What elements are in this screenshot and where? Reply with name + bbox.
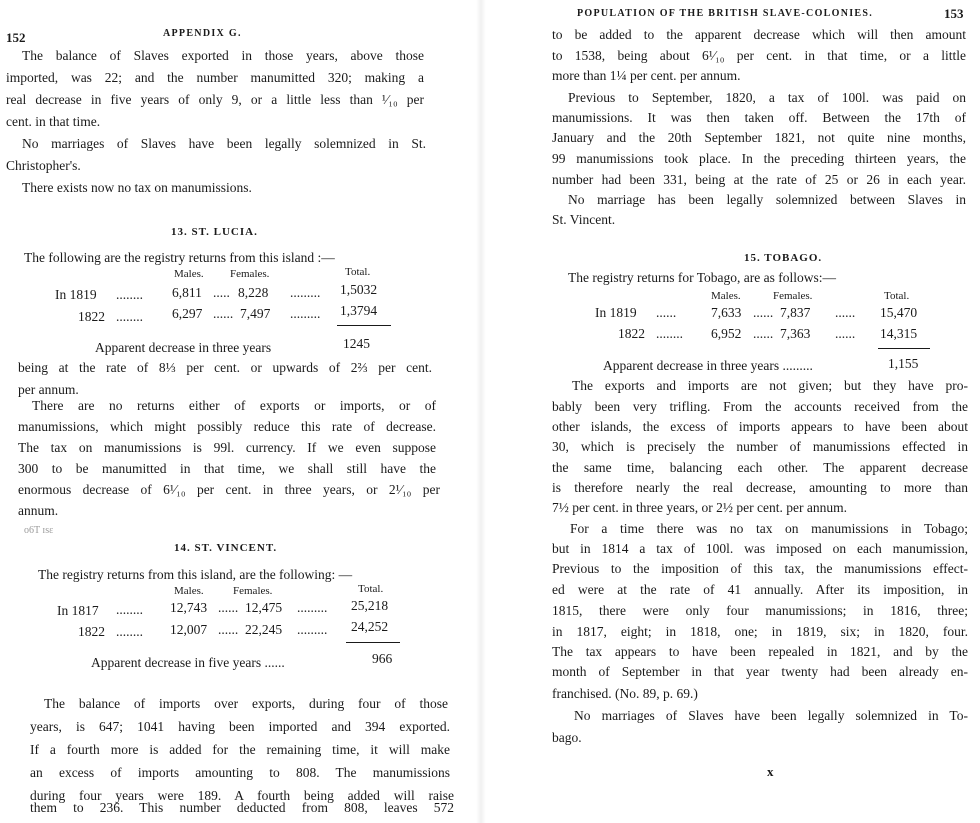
st-vincent-intro: The registry returns from this island, are the following: — xyxy=(38,567,353,582)
sept-line-3: January and the 20th September 1821, not quite nine months, xyxy=(552,130,966,145)
st-lucia-returns-line-6: annum. xyxy=(18,503,59,518)
st-vincent-decrease-label: Apparent decrease in five years ...... xyxy=(91,655,285,670)
tobago-row-2-dots2: ...... xyxy=(835,326,856,341)
st-lucia-row-2-prefix: 1822 xyxy=(78,309,105,324)
balance-line-5: during four years were 189. A fourth being added will raise xyxy=(30,788,454,803)
intro-line-4: cent. in that time. xyxy=(6,114,101,129)
tobago-marriage-line-2: bago. xyxy=(552,730,582,745)
sept-line-1: Previous to September, 1820, a tax of 100l. was paid on xyxy=(568,90,966,105)
st-vincent-row-1-sep: ...... xyxy=(218,600,239,615)
signature-mark: x xyxy=(767,764,774,779)
tobago-row-2-dots: ........ xyxy=(656,326,683,341)
balance-line-6: them to 236. This number deducted from 808, leaves 572 xyxy=(30,800,454,815)
st-lucia-decrease-value: 1245 xyxy=(343,336,370,351)
st-vincent-row-2-prefix: 1822 xyxy=(78,624,105,639)
balance-line-4: an excess of imports amounting to 808. The manumissions xyxy=(30,765,450,780)
exports-line-2: bably been very trifling. From the accounts received from the xyxy=(552,399,968,414)
st-vincent-col-females: Females. xyxy=(233,585,273,597)
st-lucia-intro: The following are the registry returns from this island :— xyxy=(24,250,335,265)
st-vincent-row-1-dots: ........ xyxy=(116,602,143,617)
exports-line-3: other islands, the excess of imports appears to have been about xyxy=(552,419,968,434)
right-page-number: 153 xyxy=(944,6,964,21)
fortime-line-7: The tax appears to have been repealed in 1821, and by the xyxy=(552,644,968,659)
exports-line-5: the same time, balancing each other. The apparent decrease xyxy=(552,460,968,475)
tobago-row-2-males: 6,952 xyxy=(711,326,742,341)
st-lucia-returns-line-1: There are no returns either of exports or imports, or of xyxy=(32,398,436,413)
st-vincent-row-1-males: 12,743 xyxy=(170,600,208,615)
st-lucia-returns-line-3: The tax on manumissions is 99l. currency. If we even suppose xyxy=(18,440,436,455)
sept-line-5: number had been 331, being at the rate of 25 or 26 in each year. xyxy=(552,172,966,187)
st-lucia-row-2-dots2: ......... xyxy=(290,306,321,321)
marriage-line-1: No marriages of Slaves have been legally solemnized in St. xyxy=(22,136,426,151)
sept-line-2: manumissions. It was then taken off. Between the 17th of xyxy=(552,110,966,125)
book-gutter xyxy=(476,0,486,823)
st-lucia-col-males: Males. xyxy=(174,268,204,280)
st-lucia-row-2-total: 1,3794 xyxy=(340,303,378,318)
tobago-row-2-sep: ...... xyxy=(753,326,774,341)
st-lucia-total-rule xyxy=(337,325,391,326)
st-vincent-row-2-dots2: ......... xyxy=(297,622,328,637)
exports-line-4: 30, which is precisely the number of manumissions effected in xyxy=(552,439,968,454)
balance-line-1: The balance of imports over exports, during four of those xyxy=(44,696,448,711)
left-running-head: APPENDIX G. xyxy=(163,28,242,39)
st-lucia-row-1-males: 6,811 xyxy=(172,285,202,300)
vincent-marriage-line-2: St. Vincent. xyxy=(552,212,616,227)
tobago-intro: The registry returns for Tobago, are as follows:— xyxy=(568,270,836,285)
tobago-row-2-total: 14,315 xyxy=(880,326,918,341)
tobago-row-2-females: 7,363 xyxy=(780,326,811,341)
st-vincent-row-1-females: 12,475 xyxy=(245,600,283,615)
fortime-line-1: For a time there was no tax on manumissions in Tobago; xyxy=(570,521,968,536)
exports-line-6: is therefore nearly the real decrease, amounting to more than xyxy=(552,480,968,495)
st-vincent-row-2-females: 22,245 xyxy=(245,622,283,637)
marriage-line-2: Christopher's. xyxy=(6,158,81,173)
st-lucia-row-1-total: 1,5032 xyxy=(340,282,378,297)
tobago-row-1-females: 7,837 xyxy=(780,305,811,320)
st-lucia-col-females: Females. xyxy=(230,268,270,280)
st-lucia-returns-line-5: enormous decrease of 6¹⁄₁₀ per cent. in three years, or 2¹⁄₁₀ per xyxy=(18,482,440,497)
st-vincent-row-1-prefix: In 1817 xyxy=(57,603,99,618)
st-lucia-row-1-prefix: In 1819 xyxy=(55,287,97,302)
st-lucia-returns-line-4: 300 to be manumitted in that time, we shall still have the xyxy=(18,461,436,476)
st-lucia-row-1-dots: ........ xyxy=(116,287,143,302)
st-vincent-row-1-total: 25,218 xyxy=(351,598,389,613)
tobago-total-rule xyxy=(878,348,930,349)
intro-line-2: imported, was 22; and the number manumitted 320; making a xyxy=(6,70,424,85)
cont-line-2: to 1538, being about 6¹⁄₁₀ per cent. in that time, or a little xyxy=(552,48,966,63)
cont-line-3: more than 1¼ per cent. per annum. xyxy=(552,68,741,83)
tobago-row-1-prefix: In 1819 xyxy=(595,305,637,320)
tobago-marriage-line-1: No marriages of Slaves have been legally solemnized in To- xyxy=(574,708,968,723)
right-page xyxy=(490,0,980,823)
right-running-head: POPULATION OF THE BRITISH SLAVE-COLONIES. xyxy=(577,8,874,19)
tobago-row-1-total: 15,470 xyxy=(880,305,918,320)
st-lucia-decrease-label: Apparent decrease in three years xyxy=(95,340,272,355)
intro-line-1: The balance of Slaves exported in those years, above those xyxy=(22,48,424,63)
fortime-line-9: franchised. (No. 89, p. 69.) xyxy=(552,686,698,701)
st-lucia-row-2-females: 7,497 xyxy=(240,306,271,321)
tobago-row-1-dots: ...... xyxy=(656,305,677,320)
st-lucia-row-2-sep: ...... xyxy=(213,306,234,321)
st-lucia-row-1-females: 8,228 xyxy=(238,285,269,300)
fortime-line-4: ed were at the rate of 41 annually. After its imposition, in xyxy=(552,582,968,597)
st-vincent-row-2-dots: ........ xyxy=(116,624,143,639)
tobago-decrease-value: 1,155 xyxy=(888,356,919,371)
fortime-line-5: 1815, there were only four manumissions; in 1816, three; xyxy=(552,603,968,618)
st-lucia-rate-line-1: being at the rate of 8⅓ per cent. or upwards of 2⅔ per cent. xyxy=(18,360,432,375)
st-vincent-row-2-total: 24,252 xyxy=(351,619,389,634)
tobago-row-1-males: 7,633 xyxy=(711,305,742,320)
fortime-line-2: but in 1814 a tax of 100l. was imposed on each manumission, xyxy=(552,541,968,556)
st-lucia-row-2-males: 6,297 xyxy=(172,306,203,321)
st-vincent-row-2-males: 12,007 xyxy=(170,622,208,637)
st-vincent-col-total: Total. xyxy=(358,583,384,595)
exports-line-7: 7½ per cent. in three years, or 2½ per cent. per annum. xyxy=(552,500,848,515)
exports-line-1: The exports and imports are not given; but they have pro- xyxy=(572,378,968,393)
balance-line-3: If a fourth more is added for the remaining time, it will make xyxy=(30,742,450,757)
st-lucia-returns-line-2: manumissions, which might possibly reduce this rate of decrease. xyxy=(18,419,436,434)
vincent-marriage-line-1: No marriage has been legally solemnized between Slaves in xyxy=(568,192,966,207)
left-page xyxy=(0,0,470,823)
balance-line-2: years, is 647; 1041 having been imported and 394 exported. xyxy=(30,719,450,734)
tobago-col-total: Total. xyxy=(884,290,910,302)
st-lucia-rate-line-2: per annum. xyxy=(18,382,79,397)
tobago-row-2-prefix: 1822 xyxy=(618,326,645,341)
tax-line: There exists now no tax on manumissions. xyxy=(22,180,252,195)
tobago-col-females: Females. xyxy=(773,290,813,302)
tobago-decrease-label: Apparent decrease in three years ......... xyxy=(603,358,813,373)
st-vincent-col-males: Males. xyxy=(174,585,204,597)
tobago-heading: 15. TOBAGO. xyxy=(744,252,823,264)
st-lucia-heading: 13. ST. LUCIA. xyxy=(171,226,258,238)
intro-line-3: real decrease in five years of only 9, or a little less than ¹⁄₁₀ per xyxy=(6,92,424,107)
st-lucia-row-1-sep: ..... xyxy=(213,285,230,300)
st-lucia-row-1-dots2: ......... xyxy=(290,285,321,300)
st-lucia-row-2-dots: ........ xyxy=(116,309,143,324)
st-vincent-total-rule xyxy=(346,642,400,643)
st-vincent-row-1-dots2: ......... xyxy=(297,600,328,615)
tobago-row-1-sep: ...... xyxy=(753,305,774,320)
cont-line-1: to be added to the apparent decrease which will then amount xyxy=(552,27,966,42)
fortime-line-8: month of September in that year twenty had been already en- xyxy=(552,664,968,679)
bleed-through-text: o6T ɪsɛ xyxy=(24,525,54,536)
fortime-line-3: Previous to the imposition of this tax, the manumissions effect- xyxy=(552,561,968,576)
tobago-row-1-dots2: ...... xyxy=(835,305,856,320)
left-page-number: 152 xyxy=(6,30,26,45)
sept-line-4: 99 manumissions took place. In the preceding thirteen years, the xyxy=(552,151,966,166)
st-lucia-col-total: Total. xyxy=(345,266,371,278)
fortime-line-6: in 1817, eight; in 1818, one; in 1819, six; in 1820, four. xyxy=(552,624,968,639)
tobago-col-males: Males. xyxy=(711,290,741,302)
st-vincent-heading: 14. ST. VINCENT. xyxy=(174,542,278,554)
st-vincent-row-2-sep: ...... xyxy=(218,622,239,637)
st-vincent-decrease-value: 966 xyxy=(372,651,393,666)
